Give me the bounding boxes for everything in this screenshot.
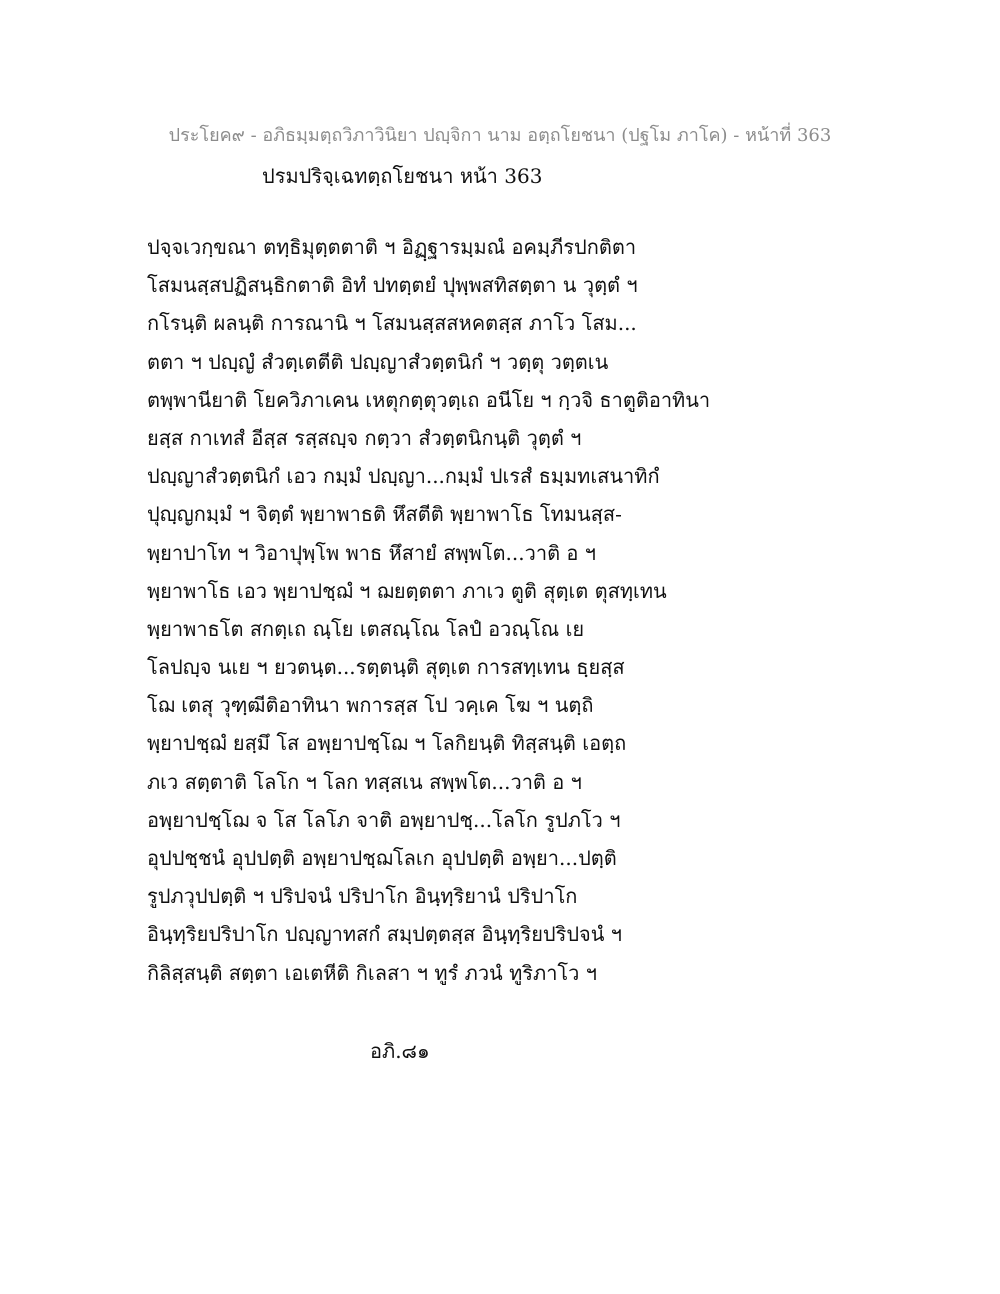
- text-line: ปุญฺญกมฺมํ ฯ จิตฺตํ พฺยาพาธติ หึสตีติ พฺยาพาโธ โทมนสฺส-: [147, 502, 622, 527]
- text-line: พฺยาปาโท ฯ วิอาปุพฺโพ พาธ หึสายํ สพฺพโต...วาติ อ ฯ: [147, 540, 597, 565]
- body-text: [147, 228, 867, 992]
- text-line: พฺยาปชฺฌํ ยสฺมึ โส อพฺยาปชฺโฌ ฯ โลกิยนฺติ ทิสฺสนฺติ เอตฺถ: [147, 731, 627, 756]
- text-line: ตตา ฯ ปญฺญํ สํวตฺเตตีติ ปญฺญาสํวตฺตนิกํ ฯ วตฺตุ วตฺตเน: [147, 349, 609, 374]
- text-line: ปจฺจเวกฺขณา ตทฺธิมุตฺตตาติ ฯ อิฏฺฐารมฺมณํ อคมฺภีรปกติตา: [147, 235, 637, 259]
- text-line: กิลิสฺสนฺติ สตฺตา เอเตหีติ กิเลสา ฯ ทูรํ ภวนํ ทูริภาโว ฯ: [147, 960, 597, 985]
- text-line: รูปภวุปปตฺติ ฯ ปริปจนํ ปริปาโก อินฺทฺริยานํ ปริปาโก: [147, 884, 578, 909]
- page-signature: อภิ.๘๑: [370, 1039, 430, 1063]
- text-line: อินฺทฺริยปริปาโก ปญฺญาทสกํ สมฺปตฺตสฺส อินฺทฺริยปริปจนํ ฯ: [147, 922, 623, 947]
- text-line: กโรนฺติ ผลนฺติ การณานิ ฯ โสมนสฺสสหคตสฺส ภาโว โสม...: [147, 311, 637, 336]
- text-line: โสมนสฺสปฏิสนฺธิกตาติ อิทํ ปทตฺตยํ ปุพฺพสทิสตฺตา น วุตฺตํ ฯ: [147, 273, 638, 298]
- text-line: ยสฺส กาเทสํ อีสฺส รสฺสญฺจ กตฺวา สํวตฺตนิกนฺติ วุตฺตํ ฯ: [147, 425, 582, 450]
- text-line: ตพฺพานียาติ โยควิภาเคน เหตุกตฺตุวตฺเถ อนีโย ฯ กฺวจิ ธาตูติอาทินา: [147, 387, 711, 412]
- text-line: พฺยาพาธโต สกตฺเถ ณฺโย เตสณฺโณ โลปํ อวณฺโณ เย: [147, 616, 585, 641]
- text-line: โลปญฺจ นเย ฯ ยวตนฺต...รตฺตนฺติ สุตฺเต การสทฺเทน ธฺยสฺส: [147, 655, 625, 680]
- text-line: พฺยาพาโธ เอว พฺยาปชฺฌํ ฯ ฌยตฺตตา ภาเว ตูติ สุตฺเต ตุสทฺเทน: [147, 578, 667, 603]
- running-header: ประโยค๙ - อภิธมฺมตฺถวิภาวินิยา ปญฺจิกา นาม อตฺถโยชนา (ปฐโม ภาโค) - หน้าที่ 363: [168, 125, 832, 146]
- text-line: ปญฺญาสํวตฺตนิกํ เอว กมฺมํ ปญฺญา...กมฺมํ ปเรสํ ธมฺมทเสนาทิกํ: [147, 464, 660, 489]
- text-line: โฌ เตสุ วุฑฺฒีติอาทินา พการสฺส โป วคฺเค โฆ ฯ นตฺถิ: [147, 693, 594, 718]
- text-line: อพฺยาปชฺโฌ จ โส โลโภ จาติ อพฺยาปชฺ...โลโก รูปภโว ฯ: [147, 807, 621, 832]
- text-line: อุปปชฺชนํ อุปปตฺติ อพฺยาปชฺฌโลเก อุปปตฺติ อพฺยา...ปตฺติ: [147, 846, 617, 870]
- section-title: ปรมปริจฺเฉทตฺถโยชนา หน้า 363: [262, 164, 543, 188]
- text-line: ภเว สตฺตาติ โลโก ฯ โลก ทสฺสเน สพฺพโต...วาติ อ ฯ: [147, 769, 582, 794]
